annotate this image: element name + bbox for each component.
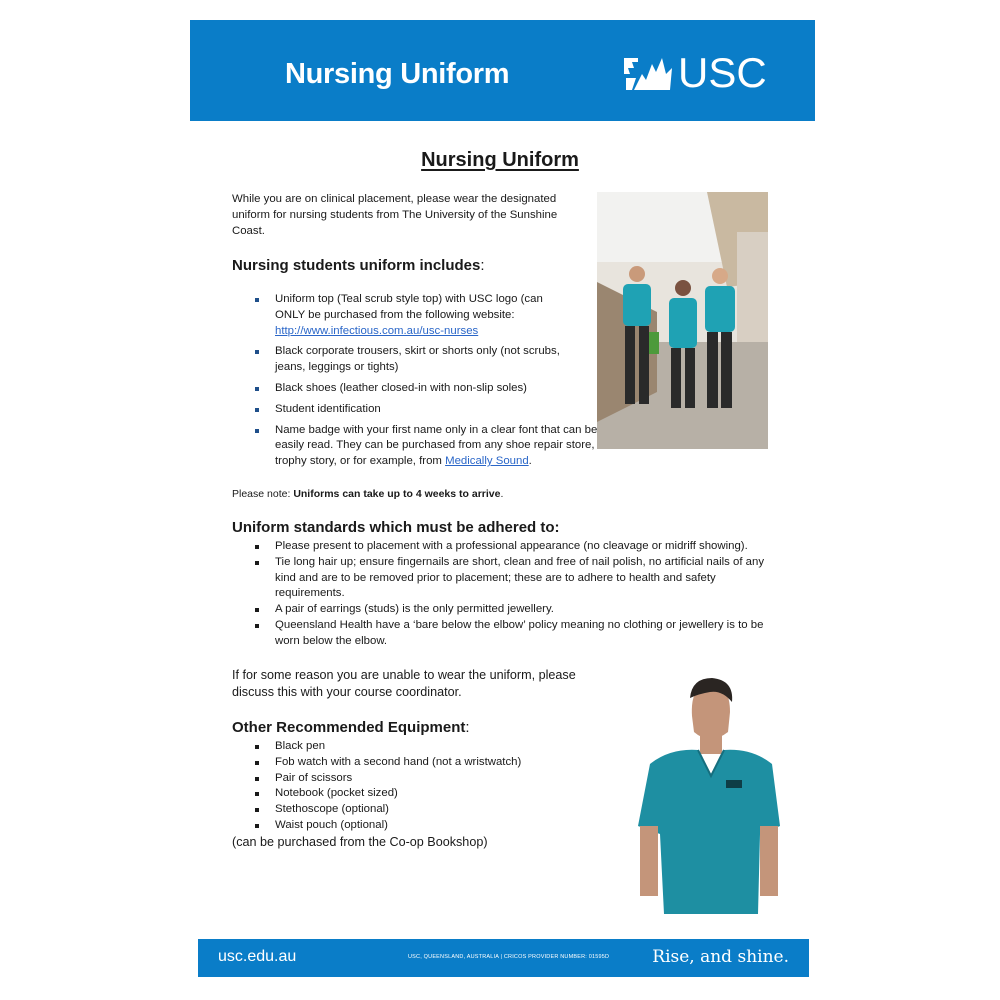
footer-slogan: Rise, and shine. — [652, 947, 789, 967]
header-title: Nursing Uniform — [285, 58, 510, 90]
list-item-text: Student identification — [275, 402, 381, 415]
usc-logo-icon — [624, 56, 676, 90]
list-item — [232, 423, 627, 470]
footer-banner — [198, 939, 809, 977]
students-walking-photo — [597, 192, 768, 449]
includes-heading: Nursing students uniform includes: — [232, 257, 485, 274]
list-item — [232, 292, 572, 339]
usc-logo-text: USC — [678, 49, 767, 96]
scrub-top-model-photo — [630, 676, 782, 914]
uniform-website-link[interactable]: http://www.infectious.com.au/usc-nurses — [275, 324, 479, 337]
equipment-list — [232, 739, 612, 834]
footer-url[interactable]: usc.edu.au — [218, 948, 297, 965]
list-item-text: Black shoes (leather closed-in with non-slip soles) — [275, 381, 527, 394]
list-item: Notebook (pocket sized) — [232, 786, 612, 802]
medically-sound-link[interactable]: Medically Sound — [445, 455, 529, 468]
list-item-text: . — [528, 455, 532, 468]
list-item: Tie long hair up; ensure fingernails are short, clean and free of nail polish, no artificial nails of any kind and are to be removed prior to placement; these are to adhere to health and safety requirements. — [232, 555, 772, 602]
please-note: Please note: Uniforms can take up to 4 weeks to arrive. — [232, 488, 504, 500]
please-note-text: Uniforms can take up to 4 weeks to arrive — [293, 488, 501, 500]
list-item: Black pen — [232, 739, 612, 755]
list-item: Waist pouch (optional) — [232, 818, 612, 834]
list-item: A pair of earrings (studs) is the only permitted jewellery. — [232, 602, 772, 618]
list-item-text: Name badge with your first name only in a clear font that can be easily read. They can be purchased from any shoe repair store, trophy story, or for example, from — [275, 423, 598, 468]
list-item-text: Uniform top (Teal scrub style top) with USC logo (can ONLY be purchased from the following website: — [275, 293, 543, 321]
list-item: Stethoscope (optional) — [232, 802, 612, 818]
list-item — [232, 344, 592, 376]
footer-cricos-text: USC, QUEENSLAND, AUSTRALIA | CRICOS PROVIDER NUMBER: 01595D — [408, 954, 610, 960]
list-item — [232, 402, 627, 418]
standards-list — [232, 539, 772, 650]
page-title — [0, 149, 1000, 172]
list-item: Queensland Health have a ‘bare below the elbow’ policy meaning no clothing or jewellery is to be worn below the elbow. — [232, 618, 772, 650]
please-note-label: Please note — [232, 488, 288, 500]
includes-list — [232, 292, 627, 475]
list-item: Pair of scissors — [232, 771, 612, 787]
list-item: Please present to placement with a professional appearance (no cleavage or midriff showing). — [232, 539, 772, 555]
intro-paragraph: While you are on clinical placement, please wear the designated uniform for nursing students from The University of the Sunshine Coast. — [232, 193, 558, 237]
header-banner — [190, 20, 815, 121]
equipment-heading: Other Recommended Equipment: — [232, 719, 470, 736]
list-item — [232, 381, 627, 397]
list-item: Fob watch with a second hand (not a wristwatch) — [232, 755, 612, 771]
equipment-heading-text: Other Recommended Equipment — [232, 719, 466, 736]
standards-closing: If for some reason you are unable to wear the uniform, please discuss this with your course coordinator. — [232, 668, 576, 699]
list-item-text: Black corporate trousers, skirt or shorts only (not scrubs, jeans, leggings or tights) — [275, 345, 560, 374]
standards-heading: Uniform standards which must be adhered to: — [232, 519, 560, 536]
equipment-closing: (can be purchased from the Co-op Bookshop) — [232, 835, 488, 849]
page-title-text: Nursing Uniform — [421, 149, 579, 171]
includes-heading-text: Nursing students uniform includes — [232, 257, 481, 274]
usc-logo — [624, 49, 767, 96]
